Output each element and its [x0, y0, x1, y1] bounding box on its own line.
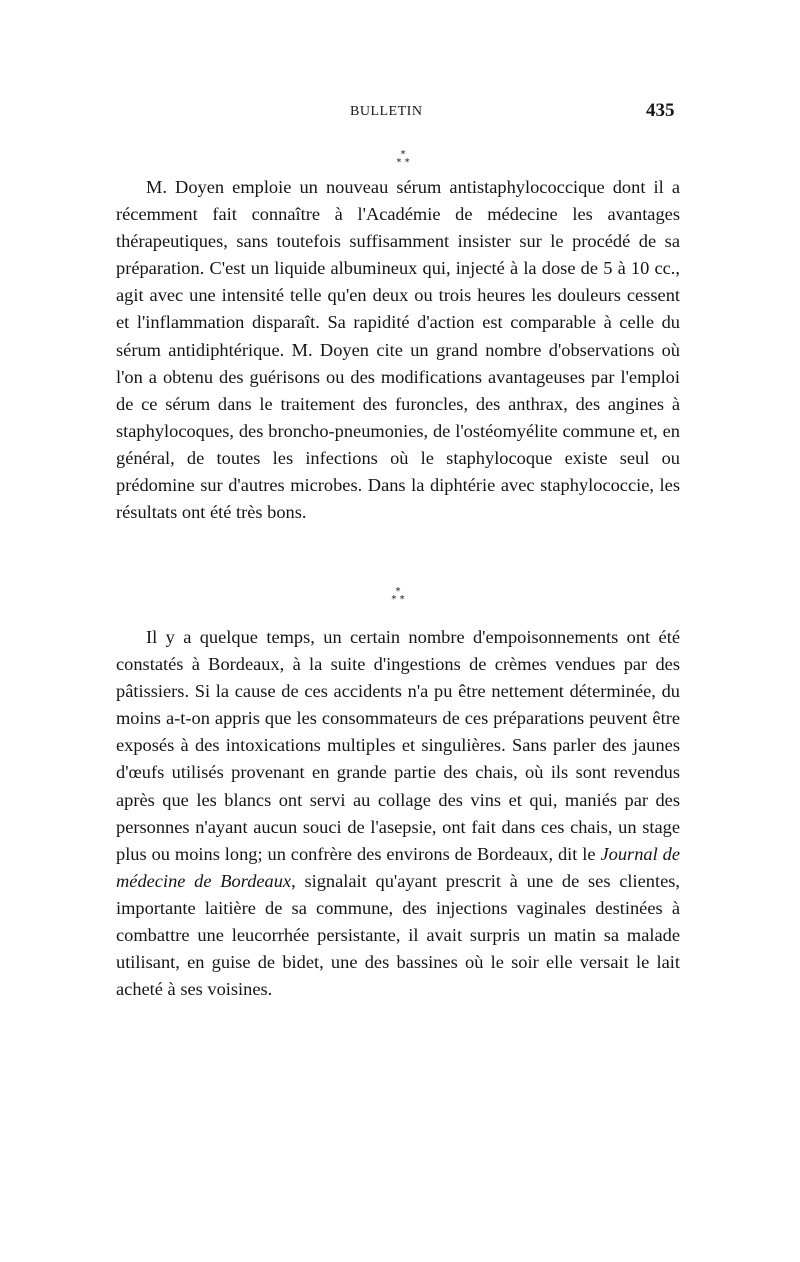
running-title: BULLETIN	[350, 104, 423, 119]
paragraph-text-before-journal: Il y a quelque temps, un certain nombre d'empoisonnements ont été constatés à Bordeaux, à la suite d'ingestions de crèmes vendues par des pâtissiers. Si la cause de ces accidents n'a pu être nettement déterminée, du moins a-t-on appris que les consommateurs de ces préparations peuvent être exposés à des intoxications multiples et singulières. Sans parler des jaunes d'œufs utilisés provenant en grande partie des chais, où ils sont revendus après que les blancs ont servi au collage des vins et qui, maniés par des personnes n'ayant aucun souci de l'asepsie, ont fait dans ces chais, un stage plus ou moins long; un confrère des environs de Bordeaux, dit le	[116, 627, 680, 864]
section-separator-middle	[383, 588, 413, 608]
separator-bottom-stars: * *	[391, 594, 405, 605]
paragraph-text-after-journal: , signalait qu'ayant prescrit à une de ses clientes, importante laitière de sa commune, des injections vaginales destinées à combattre une leucorrhée persistante, il avait surpris un matin sa malade utilisant, en guise de bidet, une des bassines où le soir elle versait le lait acheté à ses voisines.	[116, 870, 680, 1000]
journal-title: Journal de médecine de Bordeaux	[116, 843, 680, 891]
separator-top-star: *	[395, 586, 401, 597]
paragraph-doyen-serum: M. Doyen emploie un nouveau sérum antistaphylococcique dont il a récemment fait connaître à l'Académie de médecine les avantages thérapeutiques, sans toutefois suffisamment insister sur le procédé de sa préparation. C'est un liquide albumineux qui, injecté à la dose de 5 à 10 cc., agit avec une intensité telle qu'en deux ou trois heures les douleurs cessent et l'inflammation disparaît. Sa rapidité d'action est comparable à celle du sérum antidiphtérique. M. Doyen cite un grand nombre d'observations où l'on a obtenu des guérisons ou des modifications avantageuses par l'emploi de ce sérum dans le traitement des furoncles, des anthrax, des angines à staphylocoques, des broncho-pneumonies, de l'ostéomyélite commune et, en général, de toutes les infections où le staphylocoque existe seul ou prédomine sur d'autres microbes. Dans la diphtérie avec staphylococcie, les résultats ont été très bons.	[116, 177, 680, 523]
separator-bottom-stars: * *	[396, 157, 410, 168]
section-separator-top	[388, 151, 418, 171]
page-number: 435	[646, 100, 675, 121]
paragraph-bordeaux-poisoning	[116, 624, 680, 1003]
separator-top-star: *	[400, 149, 406, 160]
